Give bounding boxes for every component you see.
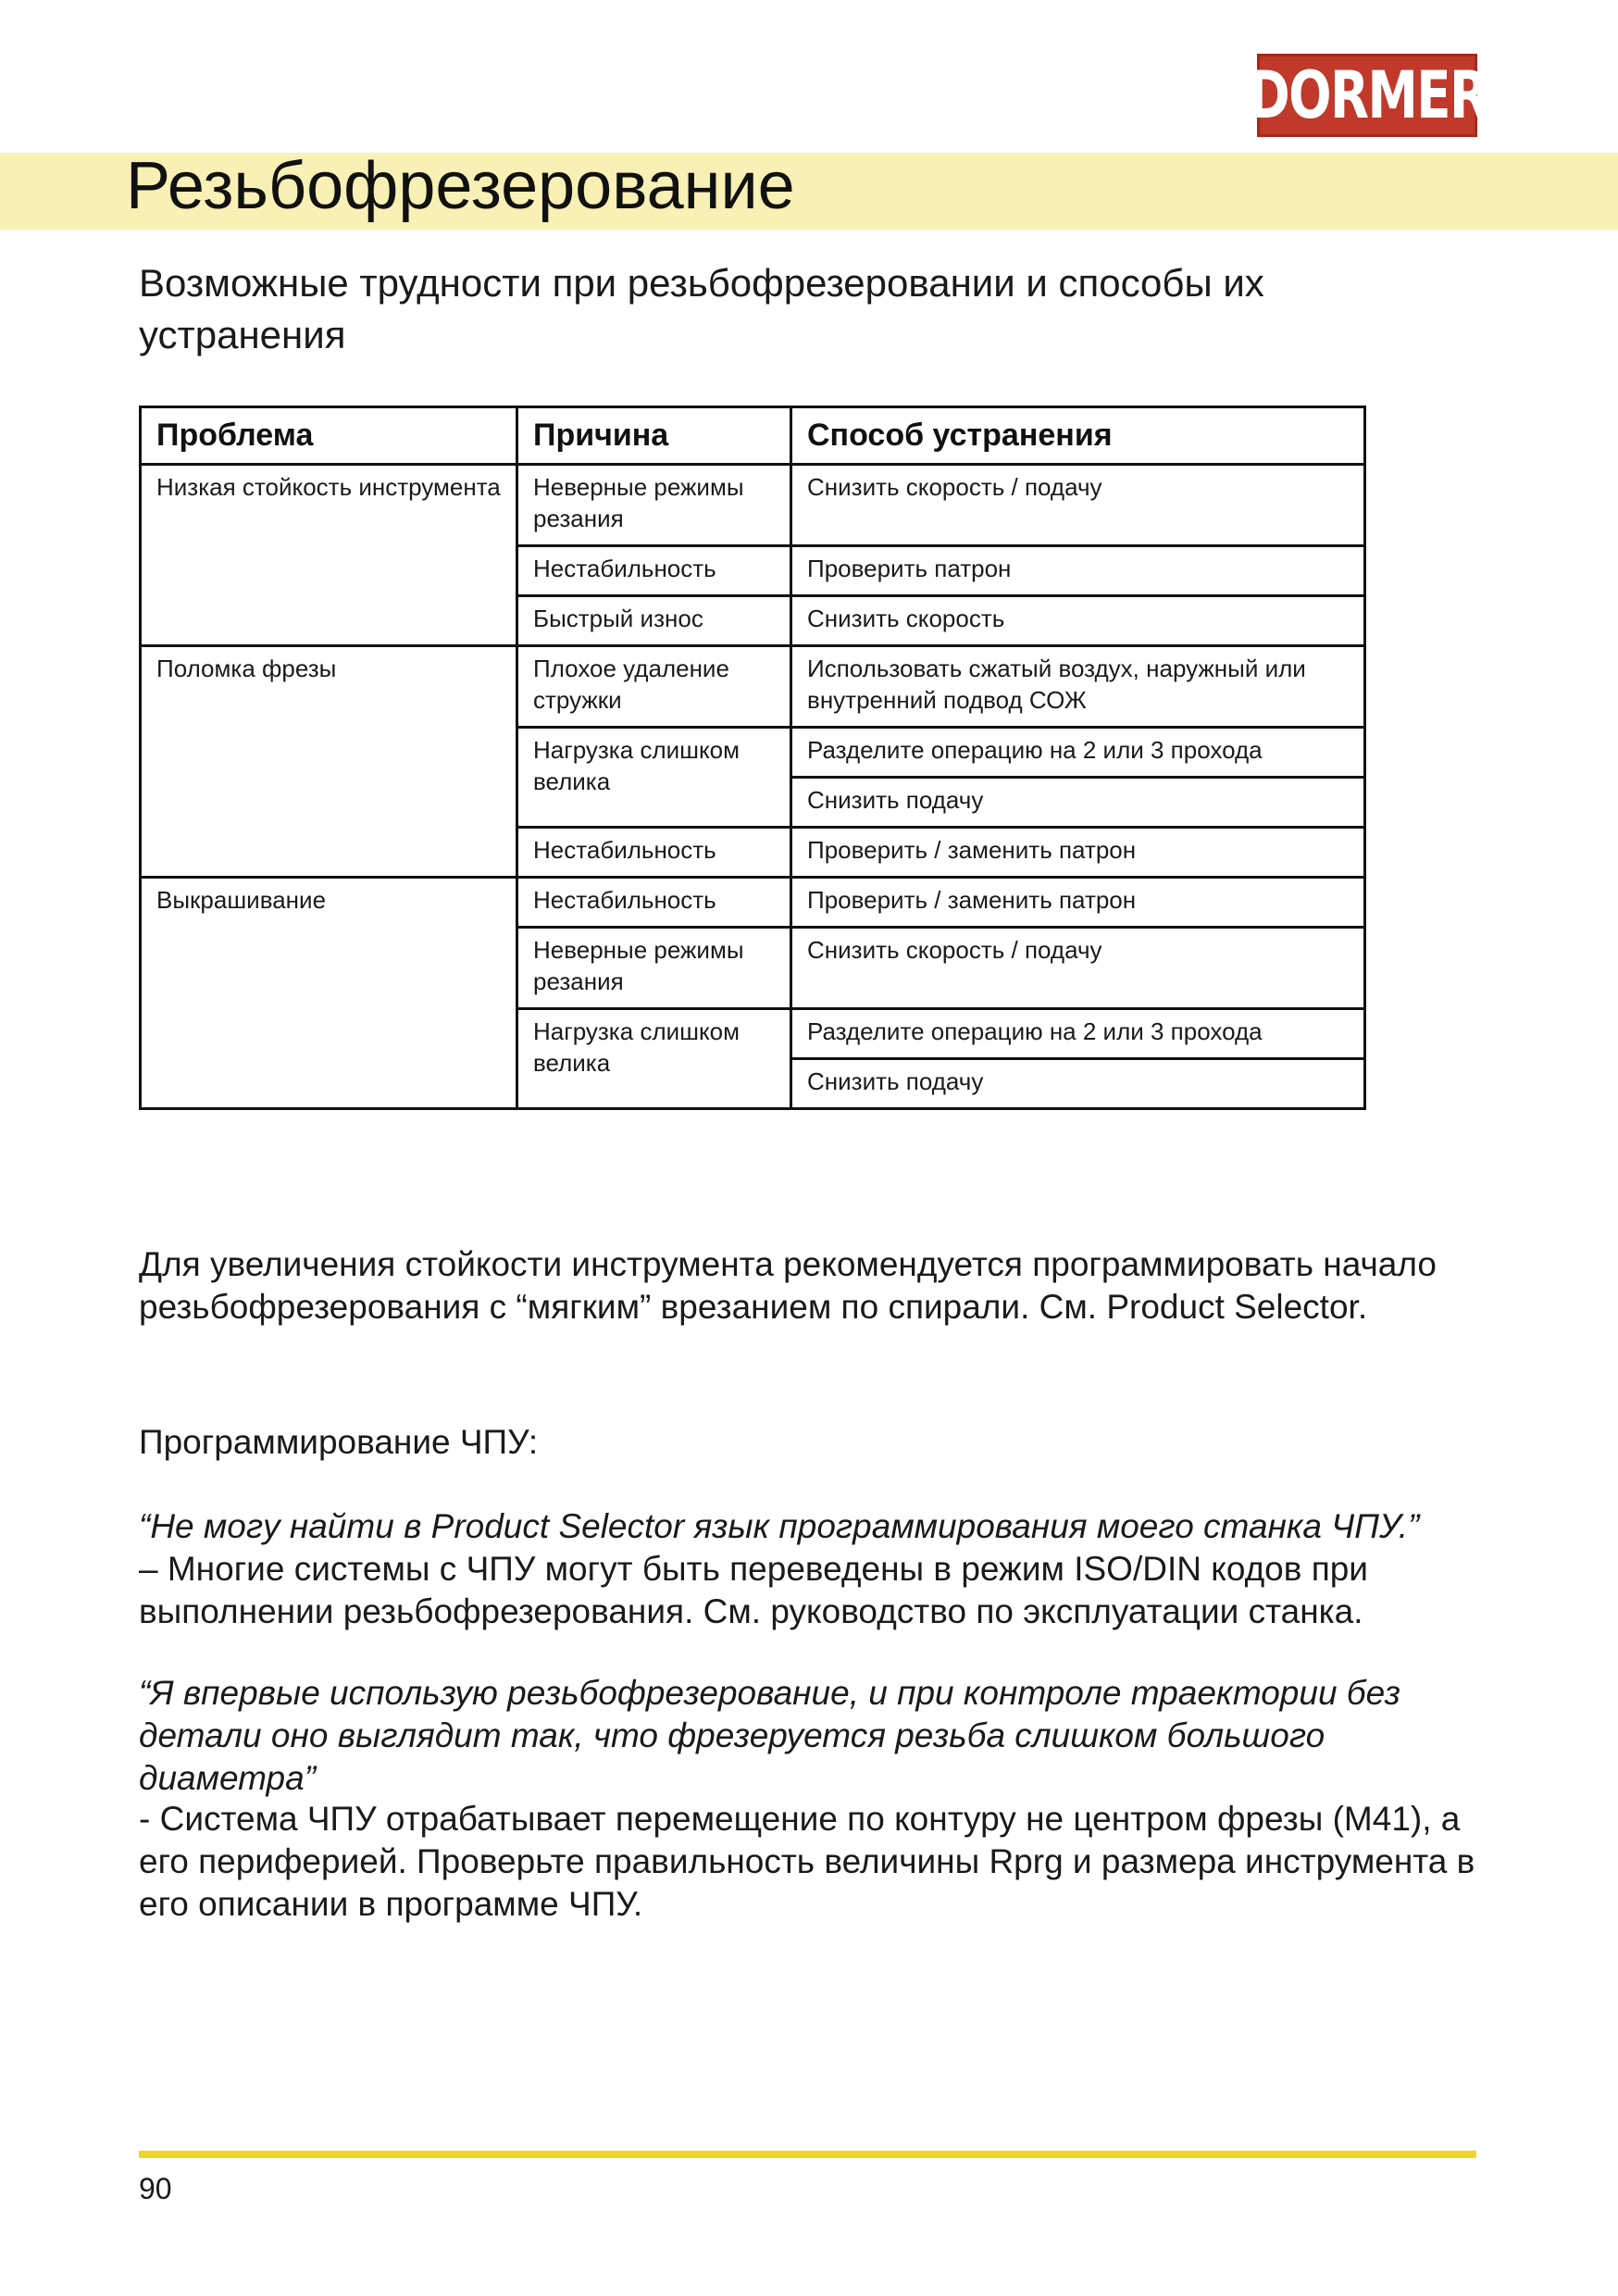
solution-cell: Разделите операцию на 2 или 3 прохода bbox=[791, 728, 1365, 778]
question-1: “Не могу найти в Product Selector язык программирования моего станка ЧПУ.” bbox=[139, 1507, 1420, 1545]
cause-cell: Нестабильность bbox=[517, 878, 791, 928]
troubleshooting-table bbox=[139, 406, 1366, 1110]
footer-divider bbox=[139, 2151, 1476, 2158]
cause-cell: Быстрый износ bbox=[517, 596, 791, 646]
table-row bbox=[141, 878, 1365, 928]
page-number: 90 bbox=[139, 2172, 172, 2205]
cause-cell: Неверные режимы резания bbox=[517, 465, 791, 546]
solution-cell: Снизить скорость / подачу bbox=[791, 465, 1365, 546]
header-solution: Способ устранения bbox=[791, 407, 1365, 465]
solution-cell: Проверить / заменить патрон bbox=[791, 878, 1365, 928]
recommendation-text: Для увеличения стойкости инструмента рекомендуется программировать начало резьбофрезерования с “мягким” врезанием по спирали. См. Product Selector. bbox=[139, 1245, 1437, 1326]
logo-text: DORMER bbox=[1247, 57, 1487, 133]
solution-cell: Снизить скорость bbox=[791, 596, 1365, 646]
section-subtitle: Возможные трудности при резьбофрезеровании и способы их устранения bbox=[139, 261, 1264, 356]
header-problem: Проблема bbox=[141, 407, 517, 465]
cause-cell: Нестабильность bbox=[517, 828, 791, 878]
answer-2: - Система ЧПУ отрабатывает перемещение по контуру не центром фрезы (M41), а его периферией. Проверьте правильность величины Rprg и размера инструмента в его описании в программе ЧПУ. bbox=[139, 1800, 1475, 1923]
cnc-heading: Программирование ЧПУ: bbox=[139, 1423, 539, 1461]
cause-cell: Нагрузка слишком велика bbox=[517, 728, 791, 828]
table-row bbox=[141, 465, 1365, 546]
cause-cell: Неверные режимы резания bbox=[517, 928, 791, 1009]
table-header-row bbox=[141, 407, 1365, 465]
cause-cell: Нагрузка слишком велика bbox=[517, 1009, 791, 1109]
header-cause: Причина bbox=[517, 407, 791, 465]
solution-cell: Проверить / заменить патрон bbox=[791, 828, 1365, 878]
solution-cell: Проверить патрон bbox=[791, 546, 1365, 596]
solution-cell: Снизить подачу bbox=[791, 1059, 1365, 1109]
problem-cell: Низкая стойкость инструмента bbox=[141, 465, 517, 646]
solution-cell: Снизить подачу bbox=[791, 778, 1365, 828]
problem-cell: Поломка фрезы bbox=[141, 646, 517, 878]
cause-cell: Нестабильность bbox=[517, 546, 791, 596]
problem-cell: Выкрашивание bbox=[141, 878, 517, 1109]
solution-cell: Использовать сжатый воздух, наружный или внутренний подвод СОЖ bbox=[791, 646, 1365, 728]
question-2: “Я впервые использую резьбофрезерование, и при контроле траектории без детали оно выглядит так, что фрезеруется резьба слишком большого диаметра” bbox=[139, 1674, 1400, 1797]
table-row bbox=[141, 646, 1365, 728]
answer-1: – Многие системы с ЧПУ могут быть переведены в режим ISO/DIN кодов при выполнении резьбофрезерования. См. руководство по эксплуатации станка. bbox=[139, 1550, 1368, 1630]
page-title: Резьбофрезерование bbox=[126, 149, 795, 223]
cause-cell: Плохое удаление стружки bbox=[517, 646, 791, 728]
dormer-logo bbox=[1247, 54, 1487, 137]
solution-cell: Разделите операцию на 2 или 3 прохода bbox=[791, 1009, 1365, 1059]
solution-cell: Снизить скорость / подачу bbox=[791, 928, 1365, 1009]
